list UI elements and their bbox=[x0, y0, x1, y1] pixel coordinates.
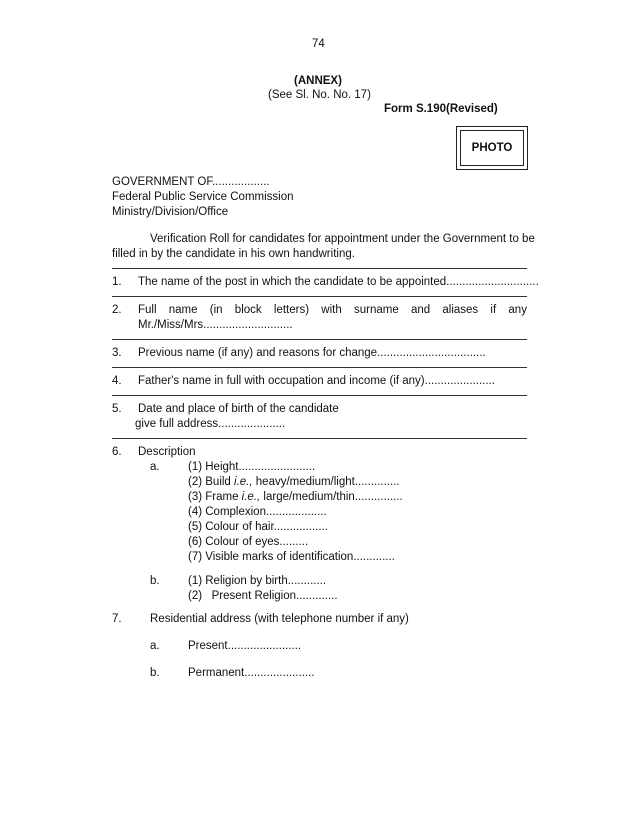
see-reference: (See Sl. No. No. 17) bbox=[268, 89, 371, 101]
height-field[interactable]: (1) Height........................ bbox=[188, 461, 316, 473]
frame-field[interactable]: (3) Frame i.e., large/medium/thin............... bbox=[188, 491, 403, 503]
photo-label: PHOTO bbox=[471, 142, 513, 154]
sub-label-b: b. bbox=[150, 667, 160, 679]
birth-address-field[interactable]: give full address..................... bbox=[135, 418, 286, 430]
divider bbox=[112, 438, 527, 439]
divider bbox=[112, 339, 527, 340]
identification-marks-field[interactable]: (7) Visible marks of identification............. bbox=[188, 551, 395, 563]
present-religion-field[interactable]: (2) Present Religion............. bbox=[188, 590, 338, 602]
sub-label-b: b. bbox=[150, 575, 160, 587]
complexion-field[interactable]: (4) Complexion................... bbox=[188, 506, 327, 518]
divider bbox=[112, 367, 527, 368]
description-title: Description bbox=[138, 446, 196, 458]
sub-label-a: a. bbox=[150, 640, 160, 652]
full-name-field[interactable]: Mr./Miss/Mrs............................ bbox=[138, 319, 293, 331]
intro-line-2: filled in by the candidate in his own handwriting. bbox=[112, 248, 355, 260]
government-of: GOVERNMENT OF.................. bbox=[112, 176, 270, 188]
religion-birth-field[interactable]: (1) Religion by birth............ bbox=[188, 575, 327, 587]
build-field[interactable]: (2) Build i.e., heavy/medium/light.............. bbox=[188, 476, 400, 488]
form-number: Form S.190(Revised) bbox=[384, 103, 498, 115]
divider bbox=[112, 395, 527, 396]
sub-label-a: a. bbox=[150, 461, 160, 473]
item-number: 2. bbox=[112, 304, 122, 316]
divider bbox=[112, 296, 527, 297]
intro-line-1: Verification Roll for candidates for appointment under the Government to be bbox=[150, 233, 535, 245]
annex-title: (ANNEX) bbox=[294, 75, 342, 87]
father-name-field[interactable]: Father's name in full with occupation and income (if any)...................... bbox=[138, 375, 495, 387]
item-number: 7. bbox=[112, 613, 122, 625]
eye-colour-field[interactable]: (6) Colour of eyes......... bbox=[188, 536, 309, 548]
permanent-address-field[interactable]: Permanent...................... bbox=[188, 667, 315, 679]
commission-name: Federal Public Service Commission bbox=[112, 191, 294, 203]
ministry-line: Ministry/Division/Office bbox=[112, 206, 229, 218]
divider bbox=[112, 268, 527, 269]
present-address-field[interactable]: Present....................... bbox=[188, 640, 302, 652]
previous-name-field[interactable]: Previous name (if any) and reasons for change.................................. bbox=[138, 347, 486, 359]
birth-label: Date and place of birth of the candidate bbox=[138, 403, 339, 415]
item-number: 5. bbox=[112, 403, 122, 415]
residential-address-title: Residential address (with telephone number if any) bbox=[150, 613, 409, 625]
page-number: 74 bbox=[312, 38, 325, 50]
item-number: 3. bbox=[112, 347, 122, 359]
item-number: 6. bbox=[112, 446, 122, 458]
photo-box[interactable] bbox=[456, 126, 528, 170]
full-name-label: Full name (in block letters) with surname and aliases if any bbox=[138, 304, 527, 316]
item-number: 1. bbox=[112, 276, 122, 288]
item-number: 4. bbox=[112, 375, 122, 387]
hair-colour-field[interactable]: (5) Colour of hair................. bbox=[188, 521, 328, 533]
post-name-field[interactable]: The name of the post in which the candidate to be appointed............................. bbox=[138, 276, 539, 288]
